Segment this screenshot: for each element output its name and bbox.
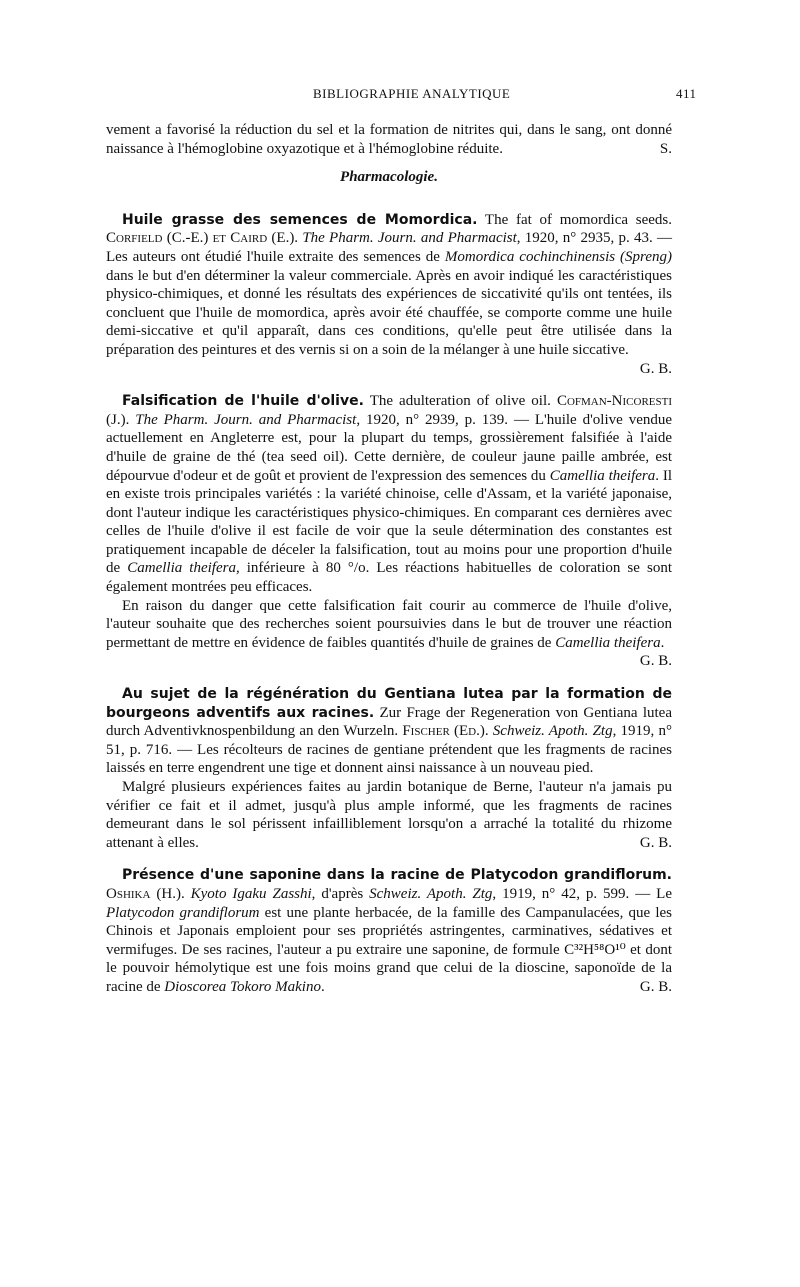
- entry-species: Platycodon grandiflorum: [106, 904, 260, 921]
- entry-title: Falsification de l'huile d'olive.: [122, 393, 364, 410]
- section-title: Pharmacologie.: [340, 169, 438, 186]
- entry-authors: Cofman-Nicoresti (J.).: [106, 393, 672, 428]
- entry-species: Camellia theifera: [549, 467, 656, 484]
- entry-paragraph: [106, 685, 672, 778]
- entry-body: . Il en existe trois principales variétés : la variété chinoise, celle d'Assam, et la variété japonaise, dont l'auteur indique les caractéristiques physico-chimiques. En comparant ces dernières avec celles de l'huile d'olive il est facile de voir que la seule détermination des constantes est pratiquement incapable de déceler la falsification, tout au moins pour une proportion d'huile de: [106, 467, 672, 577]
- entry-citation: , 1919, n° 51, p. 716. —: [106, 723, 673, 758]
- entry-citation: , 1919, n° 42, p. 599. — Le: [492, 885, 672, 902]
- entry-paragraph-2: [106, 778, 672, 852]
- entry-signature: G. B.: [639, 360, 672, 377]
- intro-signature: S.: [659, 140, 672, 157]
- entry-paragraph-2: [106, 597, 672, 670]
- entry-body: En raison du danger que cette falsification fait courir au commerce de l'huile d'olive, l'auteur souhaite que des recherches soient poursuivies dans le but de trouver une réaction permettant de mettre en évidence de faibles quantités d'huile de graines de: [106, 597, 672, 651]
- entry-species: Momordica cochinchinensis: [444, 248, 616, 265]
- entry-signature: G. B.: [639, 653, 672, 670]
- entry-olive-oil: [106, 392, 672, 671]
- entry-body: L'huile d'olive vendue actuellement en Angleterre est, pour la plupart du temps, grossièrement falsifiée à l'aide d'huile de graine de thé (tea seed oil). Cette dernière, de couleur jaune paille ambrée, est dépourvue d'odeur et de goût et provient de l'expression des semences du: [106, 411, 673, 484]
- entry-body: .: [660, 634, 665, 651]
- entry-source: The Pharm. Journ. and Pharmacist: [135, 411, 357, 428]
- entry-body: .: [320, 978, 325, 995]
- entry-citation: , 1920, n° 2939, p. 139. —: [356, 411, 535, 428]
- entry-source: Schweiz. Apoth. Ztg: [492, 723, 613, 740]
- entry-title: Présence d'une saponine dans la racine de Platycodon grandiflorum.: [122, 867, 672, 884]
- entry-paragraph: [106, 211, 672, 377]
- intro-paragraph: [106, 121, 672, 158]
- entry-body: , inférieure à 80 °/o. Les réactions habituelles de coloration se sont également montrées peu efficaces.: [106, 560, 672, 596]
- entry-species: Dioscorea Tokoro Makino: [164, 978, 321, 995]
- entry-english-title: The fat of momordica seeds.: [477, 211, 672, 228]
- entry-gentiana: [106, 685, 672, 852]
- entry-body: Les auteurs ont étudié l'huile extraite des semences de: [106, 248, 445, 265]
- entry-body: dans le but d'en déterminer la valeur commerciale. Après en avoir indiqué les caractéristiques physico-chimiques, et donné les résultats des expériences de siccativité qu'ils ont tentées, ils concluent que l'huile de momordica, après avoir été chauffée, se comporte comme une huile demi-siccative et qu'il apparaît, dans ces conditions, qu'elle peut être utilisée dans la préparation des peintures et des vernis si on a soin de la mélanger à une huile siccative.: [106, 267, 672, 358]
- entry-title: Huile grasse des semences de Momordica.: [122, 211, 478, 228]
- entry-species: Camellia theifera: [127, 560, 236, 577]
- entry-body: Malgré plusieurs expériences faites au jardin botanique de Berne, l'auteur n'a jamais pu vérifier ce fait et il admet, jusqu'à plus ample informé, que les fragments de racines demeurant dans le sol périssent infailliblement lorsqu'on a arraché la totalité du rhizome attenant à elles.: [106, 779, 672, 851]
- entry-authors: Fischer (Ed.).: [402, 723, 493, 740]
- entry-source: Schweiz. Apoth. Ztg: [369, 885, 493, 902]
- entry-species: Camellia theifera: [555, 634, 661, 651]
- entry-paragraph: [106, 392, 672, 597]
- entry-german-title: Zur Frage der Regeneration von Gentiana lutea durch Adventivknospenbildung an den Wurzeln.: [106, 704, 672, 740]
- body-text: [106, 121, 672, 997]
- entry-title: Au sujet de la régénération du Gentiana lutea par la formation de bourgeons adventifs aux racines.: [106, 686, 672, 721]
- entry-signature: G. B.: [639, 834, 672, 851]
- entry-signature: G. B.: [639, 978, 672, 995]
- entry-platycodon: [106, 866, 672, 996]
- intro-text: vement a favorisé la réduction du sel et la formation de nitrites qui, dans le sang, ont donné naissance à l'hémoglobine oxyazotique et à l'hémoglobine réduite.: [106, 122, 672, 157]
- entry-source: Kyoto Igaku Zasshi: [190, 885, 312, 902]
- entry-citation: , d'après: [311, 885, 370, 902]
- running-head: [0, 86, 800, 106]
- entry-species-author: (Spreng): [615, 248, 672, 265]
- running-title: BIBLIOGRAPHIE ANALYTIQUE: [313, 86, 511, 101]
- entry-citation: , 1920, n° 2935, p. 43. —: [516, 230, 672, 247]
- entry-authors: Corfield (C.-E.) et Caird (E.).: [106, 230, 303, 247]
- page-number: 411: [676, 86, 697, 101]
- entry-authors: Oshika (H.).: [106, 885, 191, 902]
- entry-body: Les récolteurs de racines de gentiane prétendent que les fragments de racines laissés en terre engendrent une tige et donnent ainsi naissance à un nouveau pied.: [106, 741, 673, 777]
- entry-source: The Pharm. Journ. and Pharmacist: [302, 230, 517, 247]
- entry-body: est une plante herbacée, de la famille des Campanulacées, que les Chinois et Japonais emploient pour ses propriétés astringentes, carminatives, sédatives et vermifuges. De ses racines, l'auteur a pu extraire une saponine, de formule C³²H⁵⁸O¹⁰ et dont le pouvoir hémolytique est une fois moins grand que celui de la dioscine, saponoïde de la racine de: [106, 904, 672, 995]
- entry-english-title: The adulteration of olive oil.: [363, 393, 557, 410]
- entry-paragraph: [106, 866, 672, 996]
- entry-momordica: [106, 211, 672, 378]
